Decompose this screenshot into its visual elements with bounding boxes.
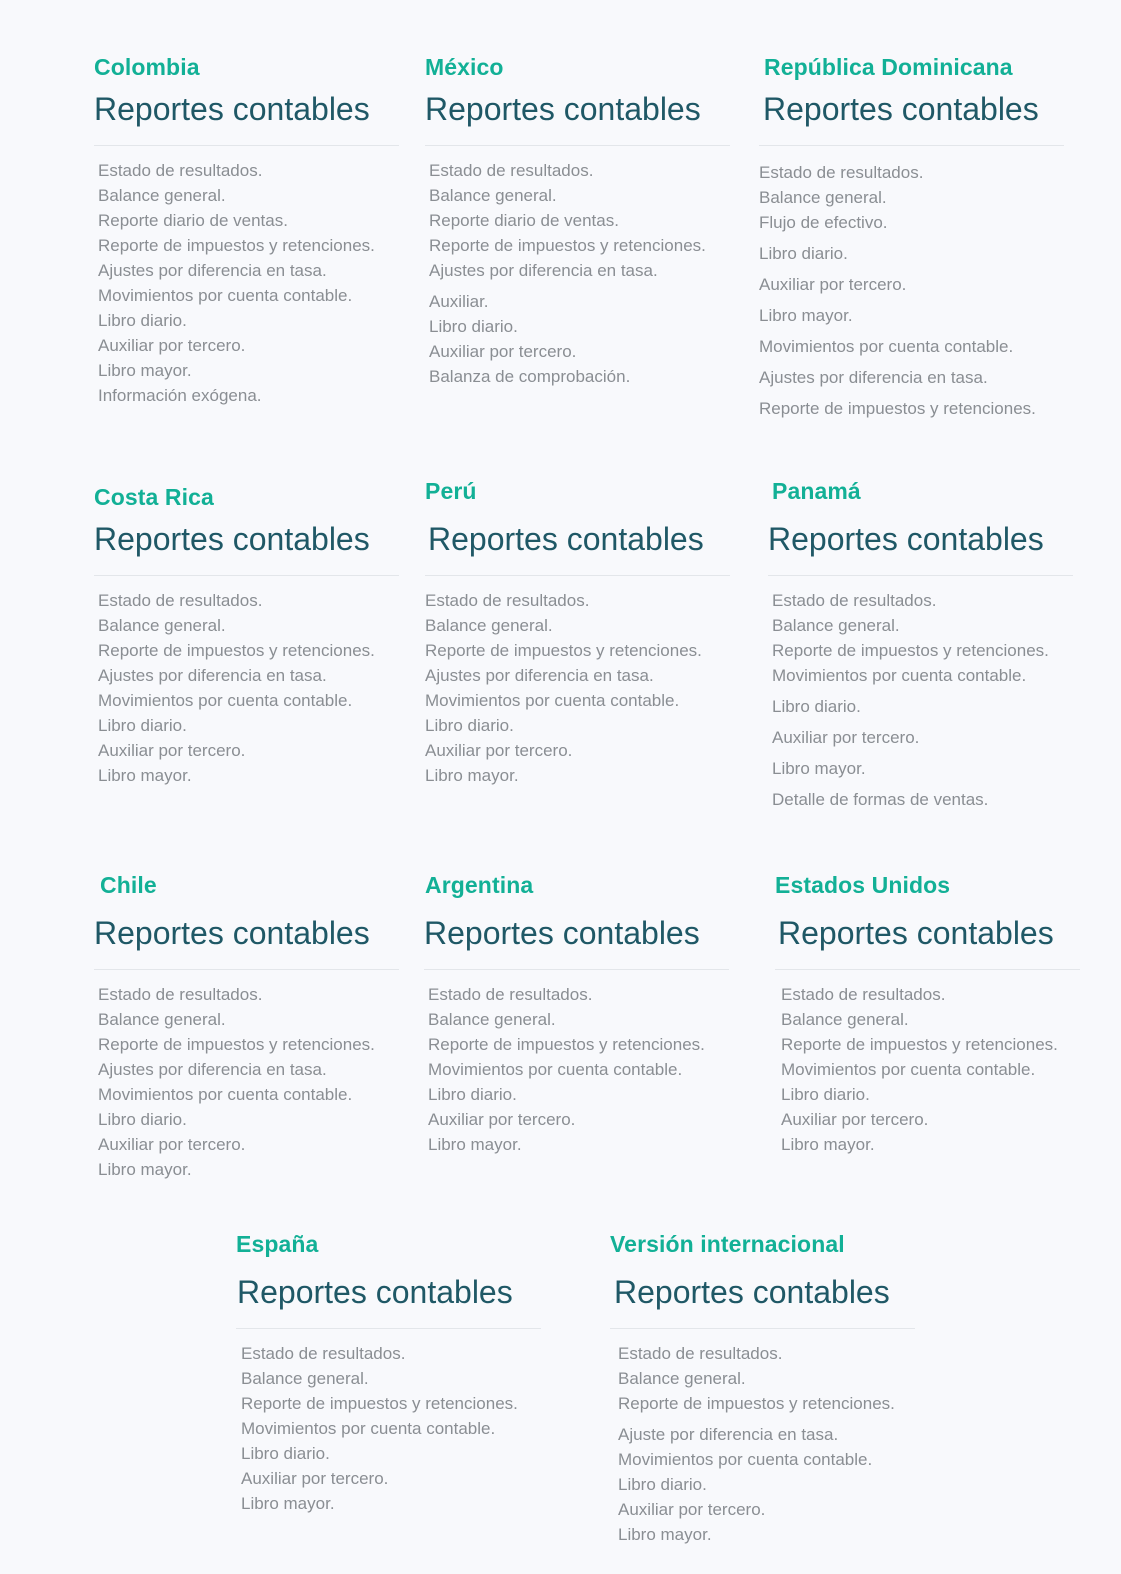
section-title: Reportes contables [778,915,1054,951]
list-item: Movimientos por cuenta contable. [425,691,680,710]
list-item: Auxiliar por tercero. [428,1110,576,1129]
list-item: Estado de resultados. [618,1344,783,1363]
card-republica-dominicana [759,53,1064,421]
list-item: Libro diario. [98,311,187,330]
section-title: Reportes contables [428,521,704,557]
country-name: España [236,1231,319,1257]
country-name: Versión internacional [610,1231,845,1257]
card-version-internacional [610,1230,915,1547]
list-item: Ajustes por diferencia en tasa. [98,1060,327,1079]
section-title: Reportes contables [94,91,370,127]
list-item: Balance general. [428,1010,556,1029]
list-item: Estado de resultados. [772,591,937,610]
list-item: Balance general. [772,616,900,635]
divider [424,969,729,970]
list-item: Detalle de formas de ventas. [772,790,989,809]
list-item: Ajustes por diferencia en tasa. [429,261,658,280]
list-item: Balance general. [98,616,226,635]
divider [425,575,730,576]
divider [768,575,1073,576]
list-item: Movimientos por cuenta contable. [759,337,1014,356]
list-item: Movimientos por cuenta contable. [241,1419,496,1438]
list-item: Ajustes por diferencia en tasa. [759,368,988,387]
list-item: Libro diario. [429,317,518,336]
list-item: Libro diario. [772,697,861,716]
list-item: Movimientos por cuenta contable. [98,691,353,710]
list-item: Movimientos por cuenta contable. [618,1450,873,1469]
list-item: Balance general. [241,1369,369,1388]
list-item: Libro mayor. [772,759,866,778]
list-item: Libro mayor. [241,1494,335,1513]
list-item: Balance general. [781,1010,909,1029]
list-item: Libro mayor. [428,1135,522,1154]
card-chile [94,871,399,1182]
report-list [759,160,1064,421]
list-item: Reporte diario de ventas. [98,211,288,230]
list-item: Reporte de impuestos y retenciones. [98,1035,375,1054]
list-item: Auxiliar por tercero. [759,275,907,294]
list-item: Libro diario. [98,716,187,735]
section-title: Reportes contables [424,915,700,951]
list-item: Auxiliar por tercero. [618,1500,766,1519]
report-list [610,1341,915,1547]
section-title: Reportes contables [763,91,1039,127]
divider [610,1328,915,1329]
list-item: Reporte de impuestos y retenciones. [781,1035,1058,1054]
list-item: Libro mayor. [98,1160,192,1179]
card-espana [236,1230,541,1516]
country-name: Estados Unidos [775,872,951,898]
list-item: Auxiliar por tercero. [781,1110,929,1129]
list-item: Libro mayor. [618,1525,712,1544]
country-name: Panamá [772,478,861,504]
list-item: Auxiliar por tercero. [98,336,246,355]
list-item: Estado de resultados. [98,161,263,180]
section-title: Reportes contables [237,1274,513,1310]
list-item: Reporte de impuestos y retenciones. [98,641,375,660]
list-item: Estado de resultados. [759,163,924,182]
list-item: Reporte de impuestos y retenciones. [241,1394,518,1413]
list-item: Balance general. [98,186,226,205]
report-list [425,158,730,389]
list-item: Libro mayor. [98,766,192,785]
list-item: Estado de resultados. [241,1344,406,1363]
card-mexico [425,53,730,389]
list-item: Auxiliar por tercero. [429,342,577,361]
list-item: Movimientos por cuenta contable. [98,286,353,305]
divider [94,145,399,146]
card-colombia [94,53,399,408]
card-estados-unidos [775,871,1080,1157]
card-argentina [424,871,729,1157]
list-item: Movimientos por cuenta contable. [781,1060,1036,1079]
list-item: Estado de resultados. [98,985,263,1004]
list-item: Movimientos por cuenta contable. [428,1060,683,1079]
card-panama [768,477,1073,812]
divider [775,969,1080,970]
country-name: Perú [425,478,477,504]
card-peru [425,477,730,788]
report-list [425,588,730,788]
list-item: Balance general. [425,616,553,635]
report-list [424,982,729,1157]
list-item: Auxiliar por tercero. [425,741,573,760]
list-item: Auxiliar por tercero. [98,741,246,760]
list-item: Estado de resultados. [781,985,946,1004]
list-item: Reporte de impuestos y retenciones. [98,236,375,255]
list-item: Movimientos por cuenta contable. [98,1085,353,1104]
list-item: Flujo de efectivo. [759,213,888,232]
list-item: Libro mayor. [425,766,519,785]
list-item: Balance general. [429,186,557,205]
list-item: Libro diario. [98,1110,187,1129]
section-title: Reportes contables [94,915,370,951]
report-list [768,588,1073,812]
section-title: Reportes contables [768,521,1044,557]
country-name: México [425,54,504,80]
list-item: Estado de resultados. [425,591,590,610]
divider [94,575,399,576]
list-item: Ajuste por diferencia en tasa. [618,1425,839,1444]
list-item: Balance general. [98,1010,226,1029]
list-item: Estado de resultados. [428,985,593,1004]
report-list [775,982,1080,1157]
list-item: Auxiliar por tercero. [772,728,920,747]
list-item: Reporte diario de ventas. [429,211,619,230]
country-name: República Dominicana [764,54,1013,80]
list-item: Reporte de impuestos y retenciones. [759,399,1036,418]
list-item: Libro mayor. [781,1135,875,1154]
list-item: Libro diario. [241,1444,330,1463]
divider [425,145,730,146]
list-item: Auxiliar por tercero. [241,1469,389,1488]
list-item: Movimientos por cuenta contable. [772,666,1027,685]
list-item: Libro mayor. [98,361,192,380]
list-item: Reporte de impuestos y retenciones. [618,1394,895,1413]
list-item: Libro diario. [618,1475,707,1494]
list-item: Información exógena. [98,386,262,405]
list-item: Reporte de impuestos y retenciones. [429,236,706,255]
country-name: Argentina [425,872,534,898]
divider [759,145,1064,146]
report-list [94,588,399,788]
divider [94,969,399,970]
list-item: Libro mayor. [759,306,853,325]
country-name: Colombia [94,54,200,80]
list-item: Ajustes por diferencia en tasa. [425,666,654,685]
country-name: Chile [100,872,157,898]
section-title: Reportes contables [614,1274,890,1310]
divider [236,1328,541,1329]
list-item: Auxiliar. [429,292,489,311]
list-item: Libro diario. [759,244,848,263]
list-item: Auxiliar por tercero. [98,1135,246,1154]
list-item: Balanza de comprobación. [429,367,631,386]
report-list [94,158,399,408]
list-item: Reporte de impuestos y retenciones. [772,641,1049,660]
report-list [94,982,399,1182]
list-item: Libro diario. [428,1085,517,1104]
list-item: Estado de resultados. [98,591,263,610]
list-item: Reporte de impuestos y retenciones. [428,1035,705,1054]
report-list [236,1341,541,1516]
list-item: Estado de resultados. [429,161,594,180]
list-item: Balance general. [759,188,887,207]
list-item: Reporte de impuestos y retenciones. [425,641,702,660]
list-item: Libro diario. [781,1085,870,1104]
list-item: Libro diario. [425,716,514,735]
section-title: Reportes contables [94,521,370,557]
country-name: Costa Rica [94,484,214,510]
list-item: Balance general. [618,1369,746,1388]
card-costa-rica [94,483,399,788]
section-title: Reportes contables [425,91,701,127]
list-item: Ajustes por diferencia en tasa. [98,666,327,685]
list-item: Ajustes por diferencia en tasa. [98,261,327,280]
